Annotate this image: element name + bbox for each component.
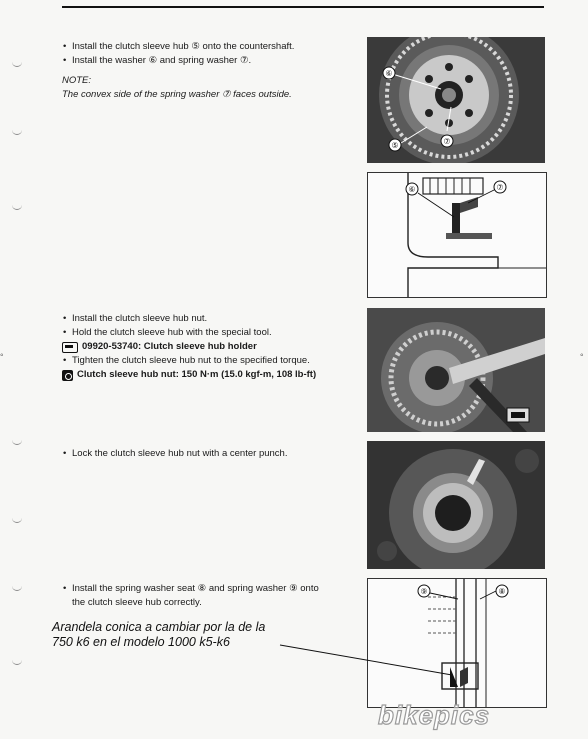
special-tool-text: 09920-53740: Clutch sleeve hub holder: [82, 341, 257, 352]
annotation-line: Arandela conica a cambiar por la de la: [52, 620, 266, 634]
watermark-text: bikepics: [378, 700, 491, 730]
annotation-line: 750 k6 en el modelo 1000 k5-k6: [52, 635, 230, 649]
callout-7: ⑦: [443, 137, 451, 146]
note-text: The convex side of the spring washer ⑦ faces outside.: [62, 89, 292, 100]
callout-9: ⑨: [420, 587, 428, 596]
punch-hole-mark: ◦: [0, 350, 4, 361]
instruction-line: • Lock the clutch sleeve hub nut with a center punch.: [62, 447, 352, 461]
instruction-line: • Tighten the clutch sleeve hub nut to the specified torque.: [62, 354, 362, 368]
callout-8: ⑧: [498, 587, 506, 596]
bikepics-watermark: [372, 700, 562, 732]
torque-spec-text: Clutch sleeve hub nut: 150 N·m (15.0 kgf-m, 108 lb-ft): [77, 369, 317, 380]
callout-7: ⑦: [496, 183, 504, 192]
instruction-line: the clutch sleeve hub correctly.: [72, 597, 202, 608]
instruction-line: • Install the washer ⑥ and spring washer ⑦.: [62, 54, 352, 68]
callout-5: ⑤: [391, 141, 399, 150]
instruction-line: • Hold the clutch sleeve hub with the special tool.: [62, 326, 362, 340]
callout-6: ⑥: [408, 185, 416, 194]
punch-hole-mark: ◦: [580, 350, 584, 361]
callout-6: ⑥: [385, 69, 393, 78]
note-label: NOTE:: [62, 75, 92, 86]
instruction-line: • Install the clutch sleeve hub nut.: [62, 312, 362, 326]
instruction-line: • Install the clutch sleeve hub ⑤ onto the countershaft.: [62, 40, 352, 54]
instruction-line: • Install the spring washer seat ⑧ and spring washer ⑨ onto: [62, 582, 362, 596]
